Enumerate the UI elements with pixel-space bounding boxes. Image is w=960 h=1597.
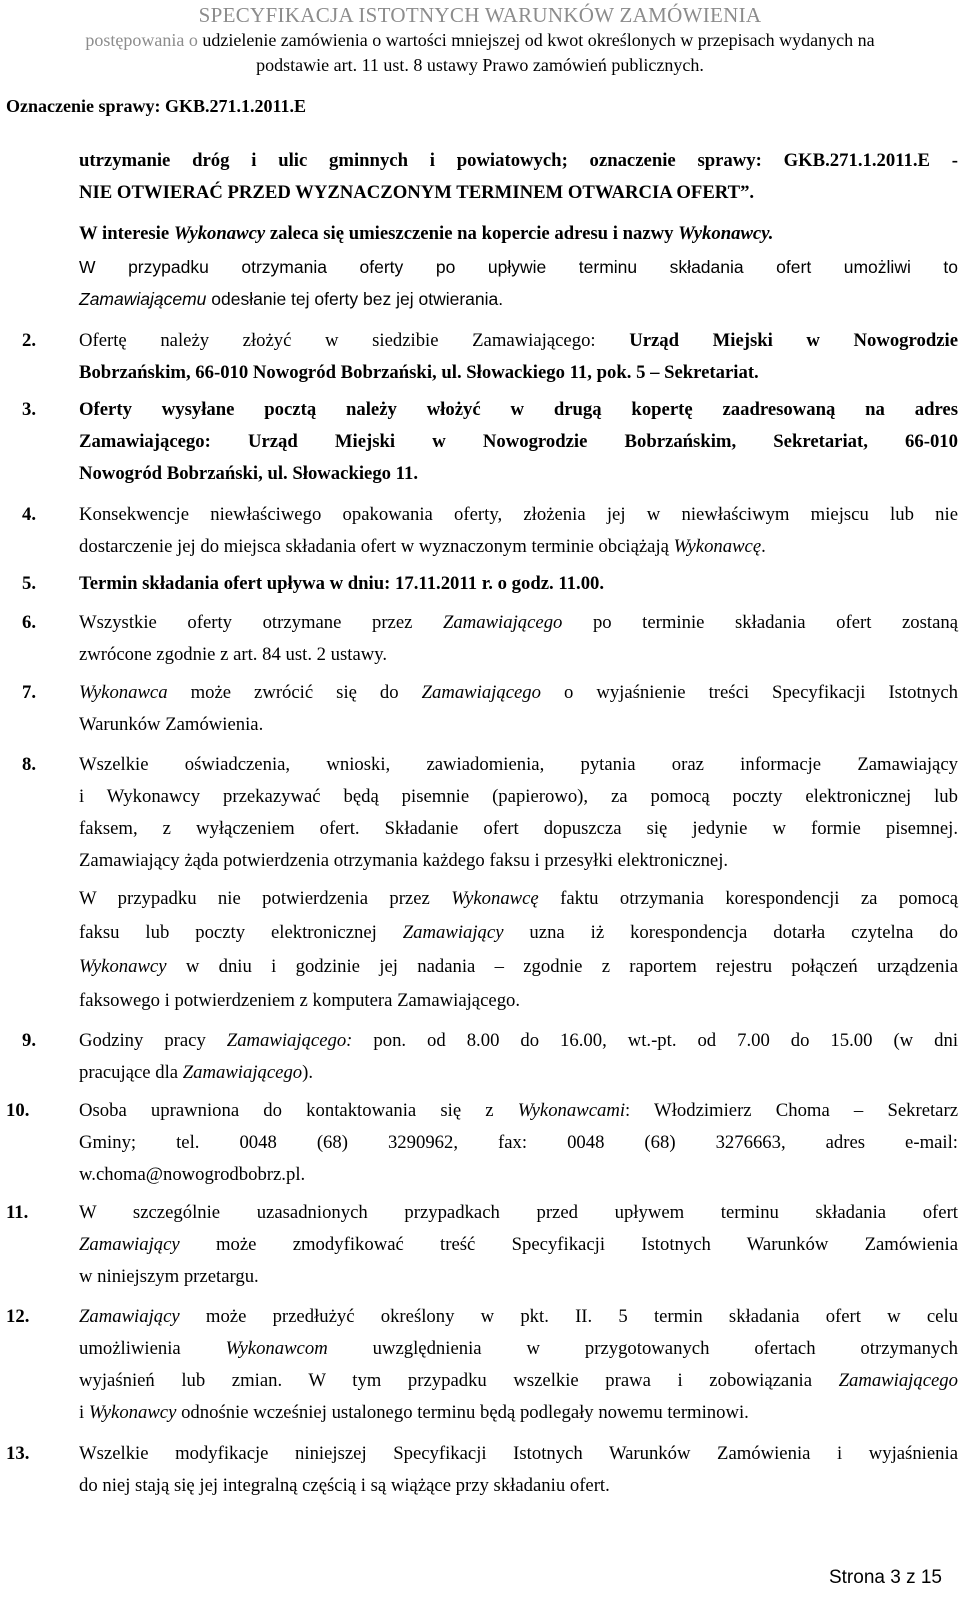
case-number: Oznaczenie sprawy: GKB.271.1.2011.E [6, 96, 306, 116]
item-number-13: 13. [6, 1443, 30, 1464]
item-9-b: Zamawiającego: [226, 1030, 353, 1051]
item-number-2: 2. [22, 330, 37, 351]
intro-l3a: W interesie [79, 223, 174, 244]
item-number-3: 3. [22, 399, 37, 420]
item-9-f: ). [302, 1062, 314, 1083]
item-8b-l1a: W przypadku nie potwierdzenia przez [79, 888, 452, 909]
item-10-c: : Włodzimierz Choma – Sekretarz [625, 1100, 958, 1121]
item-10-line-1 [79, 1095, 958, 1127]
intro-l3d: Wykonawcy. [678, 223, 774, 244]
intro-l3b: Wykonawcy [173, 223, 266, 244]
item-8b-l2c: uzna iż korespondencja dotarła czytelna do [503, 922, 958, 943]
item-2-b: Urząd Miejski w Nowogrodzie [629, 330, 958, 351]
item-number-5: 5. [22, 573, 37, 594]
item-number-9: 9. [22, 1030, 37, 1051]
item-11-b: Zamawiający [79, 1234, 180, 1255]
item-number-8: 8. [22, 754, 37, 775]
item-12-line-2 [79, 1333, 958, 1365]
intro-l3c: zaleca się umieszczenie na kopercie adresu i nazwy [265, 223, 679, 244]
intro-l5b: odesłanie tej oferty bez jej otwierania. [206, 289, 504, 309]
item-8-line-2: i Wykonawcy przekazywać będą pisemnie (papierowo), za pomocą poczty elektronicznej lub [79, 786, 958, 807]
intro-line-4: W przypadku otrzymania oferty po upływie terminu składania ofert umożliwi to [79, 257, 958, 277]
item-6-line-2: zwrócone zgodnie z art. 84 ust. 2 ustawy. [79, 644, 388, 665]
item-12-a: Zamawiający [79, 1306, 180, 1327]
item-9-a: Godziny pracy [79, 1030, 227, 1051]
header-title: SPECYFIKACJA ISTOTNYCH WARUNKÓW ZAMÓWIENIA [198, 3, 762, 27]
item-2-line-2: Bobrzańskim, 66-010 Nowogród Bobrzański, ul. Słowackiego 11, pok. 5 – Sekretariat. [79, 362, 759, 383]
header-subtitle [0, 28, 960, 53]
item-number-4: 4. [22, 504, 37, 525]
item-12-i: Wykonawcy [88, 1402, 177, 1423]
item-8b-l2b: Zamawiający [402, 922, 504, 943]
item-12-h: i [79, 1402, 89, 1423]
item-12-j: odnośnie wcześniej ustalonego terminu będą podlegały nowemu terminowi. [176, 1402, 749, 1423]
item-5-line-1: Termin składania ofert upływa w dniu: 17.11.2011 r. o godz. 11.00. [79, 573, 605, 594]
header-subtitle-rest: udzielenie zamówienia o wartości mniejszej od kwot określonych w przepisach wydanych na [197, 30, 875, 50]
item-11-line-2 [79, 1229, 958, 1261]
item-number-11: 11. [6, 1202, 29, 1223]
item-8b-line-1 [79, 883, 958, 915]
item-3-line-3: Nowogród Bobrzański, ul. Słowackiego 11. [79, 463, 419, 484]
item-8b-line-4: faksowego i potwierdzeniem z komputera Zamawiającego. [79, 990, 521, 1011]
intro-line-5 [79, 283, 958, 315]
item-12-e: uwzględnienia w przygotowanych ofertach otrzymanych [327, 1338, 958, 1359]
item-3-line-2: Zamawiającego: Urząd Miejski w Nowogrodzie Bobrzańskim, Sekretariat, 66-010 [79, 431, 958, 452]
item-2-a: Ofertę należy złożyć w siedzibie Zamawiającego: [79, 330, 630, 351]
item-7-line-1 [79, 677, 958, 709]
item-8b-line-3 [79, 951, 958, 983]
item-9-e: Zamawiającego [182, 1062, 303, 1083]
item-9-line-2 [79, 1057, 958, 1089]
item-7-b: może zwrócić się do [167, 682, 422, 703]
item-13-line-1: Wszelkie modyfikacje niniejszej Specyfikacji Istotnych Warunków Zamówienia i wyjaśnienia [79, 1443, 958, 1464]
item-4-c: Wykonawcę [673, 536, 762, 557]
item-4-line-2 [79, 531, 958, 563]
item-6-a: Wszystkie oferty otrzymane przez [79, 612, 443, 633]
item-4-d: . [761, 536, 766, 557]
item-10-line-2: Gminy; tel. 0048 (68) 3290962, fax: 0048 (68) 3276663, adres e-mail: [79, 1132, 958, 1153]
item-6-line-1 [79, 607, 958, 639]
item-9-line-1 [79, 1025, 958, 1057]
header-subtitle-grey: postępowania o [85, 30, 198, 50]
item-7-line-2: Warunków Zamówienia. [79, 714, 264, 735]
intro-line-3 [79, 218, 958, 250]
item-6-c: po terminie składania ofert zostaną [562, 612, 958, 633]
page-number: Strona 3 z 15 [828, 1567, 942, 1588]
item-number-12: 12. [6, 1306, 30, 1327]
item-8-line-1: Wszelkie oświadczenia, wnioski, zawiadomienia, pytania oraz informacje Zamawiający [79, 754, 958, 775]
item-4-line-1: Konsekwencje niewłaściwego opakowania oferty, złożenia jej w niewłaściwym miejscu lub nie [79, 504, 958, 525]
item-12-c: umożliwienia [79, 1338, 226, 1359]
intro-line-2: NIE OTWIERAĆ PRZED WYZNACZONYM TERMINEM OTWARCIA OFERT”. [79, 182, 755, 203]
item-8-line-3: faksem, z wyłączeniem ofert. Składanie ofert dopuszcza się jedynie w formie pisemnej. [79, 818, 958, 839]
item-7-a: Wykonawca [79, 682, 168, 703]
item-number-10: 10. [6, 1100, 30, 1121]
item-12-b: może przedłużyć określony w pkt. II. 5 termin składania ofert w celu [179, 1306, 958, 1327]
item-10-a: Osoba uprawniona do kontaktowania się z [79, 1100, 518, 1121]
item-7-d: o wyjaśnienie treści Specyfikacji Istotnych [541, 682, 958, 703]
item-11-c: może zmodyfikować treść Specyfikacji Istotnych Warunków Zamówienia [179, 1234, 958, 1255]
item-8b-l2a: faksu lub poczty elektronicznej [79, 922, 403, 943]
item-9-d: pracujące dla [79, 1062, 183, 1083]
item-13-line-2: do niej stają się jej integralną częścią i są wiążące przy składaniu ofert. [79, 1475, 610, 1496]
item-8b-l1b: Wykonawcę [451, 888, 539, 909]
item-6-b: Zamawiającego [443, 612, 563, 633]
item-10-line-3[interactable]: w.choma@nowogrodbobrz.pl. [79, 1164, 306, 1185]
item-7-c: Zamawiającego [421, 682, 541, 703]
intro-l5a: Zamawiającemu [79, 289, 207, 309]
item-12-d: Wykonawcom [225, 1338, 328, 1359]
item-8b-l1c: faktu otrzymania korespondencji za pomocą [538, 888, 958, 909]
item-12-g: Zamawiającego [838, 1370, 958, 1391]
item-8b-line-2 [79, 917, 958, 949]
item-11-line-1: W szczególnie uzasadnionych przypadkach przed upływem terminu składania ofert [79, 1202, 958, 1223]
item-number-7: 7. [22, 682, 37, 703]
item-11-line-3: w niniejszym przetargu. [79, 1266, 259, 1287]
item-4-b: dostarczenie jej do miejsca składania ofert w wyznaczonym terminie obciążają [79, 536, 674, 557]
intro-line-1: utrzymanie dróg i ulic gminnych i powiatowych; oznaczenie sprawy: GKB.271.1.2011.E - [79, 150, 958, 171]
header-legal-basis: podstawie art. 11 ust. 8 ustawy Prawo zamówień publicznych. [256, 55, 704, 75]
item-10-b: Wykonawcami [517, 1100, 626, 1121]
item-12-line-1 [79, 1301, 958, 1333]
item-9-c: pon. od 8.00 do 16.00, wt.-pt. od 7.00 do 15.00 (w dni [352, 1030, 959, 1051]
item-12-line-4 [79, 1397, 958, 1429]
item-8b-l3a: Wykonawcy [79, 956, 167, 977]
item-12-line-3 [79, 1365, 958, 1397]
item-8-line-4: Zamawiający żąda potwierdzenia otrzymania każdego faksu i przesyłki elektronicznej. [79, 850, 729, 871]
item-number-6: 6. [22, 612, 37, 633]
item-3-line-1: Oferty wysyłane pocztą należy włożyć w drugą kopertę zaadresowaną na adres [79, 399, 958, 420]
item-8b-l3b: w dniu i godzinie jej nadania – zgodnie z raportem rejestru połączeń urządzenia [166, 956, 958, 977]
item-12-f: wyjaśnień lub zmian. W tym przypadku wszelkie prawa i zobowiązania [79, 1370, 839, 1391]
item-2-line-1 [79, 325, 958, 357]
